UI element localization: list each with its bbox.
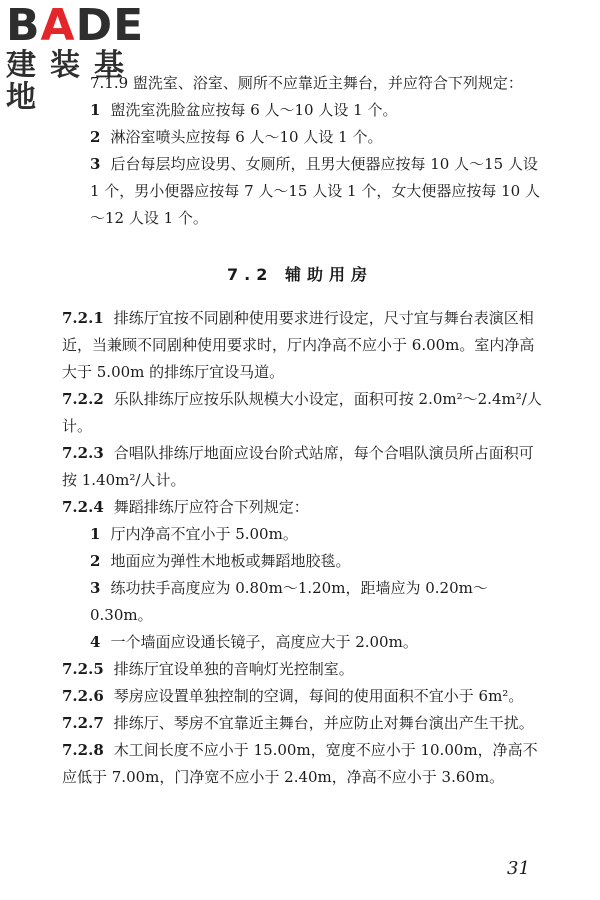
clause: 7.2.5 排练厅宜设单独的音响灯光控制室。 [62, 660, 354, 678]
list-item: 3 练功扶手高度应为 0.80m～1.20m，距墙应为 0.20m～0.30m。 [90, 579, 488, 624]
clause: 7.2.8 木工间长度不应小于 15.00m，宽度不应小于 10.00m，净高不应低于 7.00m，门净宽不应小于 2.40m，净高不应小于 3.60m。 [62, 741, 538, 786]
list-item: 2 地面应为弹性木地板或舞蹈地胶毯。 [90, 552, 351, 570]
logo-wordmark: BADE [6, 0, 145, 51]
clause-7-1-9 [62, 70, 548, 232]
list-item: 3 后台每层均应设男、女厕所，且男大便器应按每 10 人～15 人设 1 个，男小便器应按每 7 人～15 人设 1 个，女大便器应按每 10 人～12 人设 1 个。 [90, 155, 540, 227]
list-item: 1 盥洗室洗脸盆应按每 6 人～10 人设 1 个。 [90, 101, 398, 119]
clause: 7.2.2 乐队排练厅应按乐队规模大小设定，面积可按 2.0m²～2.4m²/人计。 [62, 390, 542, 435]
list-item: 1 厅内净高不宜小于 5.00m。 [90, 525, 298, 543]
clause: 7.2.7 排练厅、琴房不宜靠近主舞台，并应防止对舞台演出产生干扰。 [62, 714, 534, 732]
list-item: 2 淋浴室喷头应按每 6 人～10 人设 1 个。 [90, 128, 383, 146]
clause-text: 7.1.9 盥洗室、浴室、厕所不应靠近主舞台，并应符合下列规定： [90, 74, 523, 92]
clause: 7.2.4 舞蹈排练厅应符合下列规定： [62, 498, 309, 516]
list-item: 4 一个墙面应设通长镜子，高度应大于 2.00m。 [90, 633, 418, 651]
clause: 7.2.3 合唱队排练厅地面应设台阶式站席，每个合唱队演员所占面积可按 1.40m²/人计。 [62, 444, 534, 489]
logo-subtitle: 建装基地 [6, 48, 138, 115]
clause: 7.2.1 排练厅宜按不同剧种使用要求进行设定，尺寸宜与舞台表演区相近，当兼顾不同剧种使用要求时，厅内净高不应小于 6.00m。室内净高大于 5.00m 的排练厅宜设马道。 [62, 309, 535, 381]
clause: 7.2.6 琴房应设置单独控制的空调，每间的使用面积不宜小于 6m²。 [62, 687, 524, 705]
section-title: 7.2 辅助用房 [227, 265, 373, 284]
page-number: 31 [507, 858, 530, 879]
section-body [62, 305, 548, 791]
